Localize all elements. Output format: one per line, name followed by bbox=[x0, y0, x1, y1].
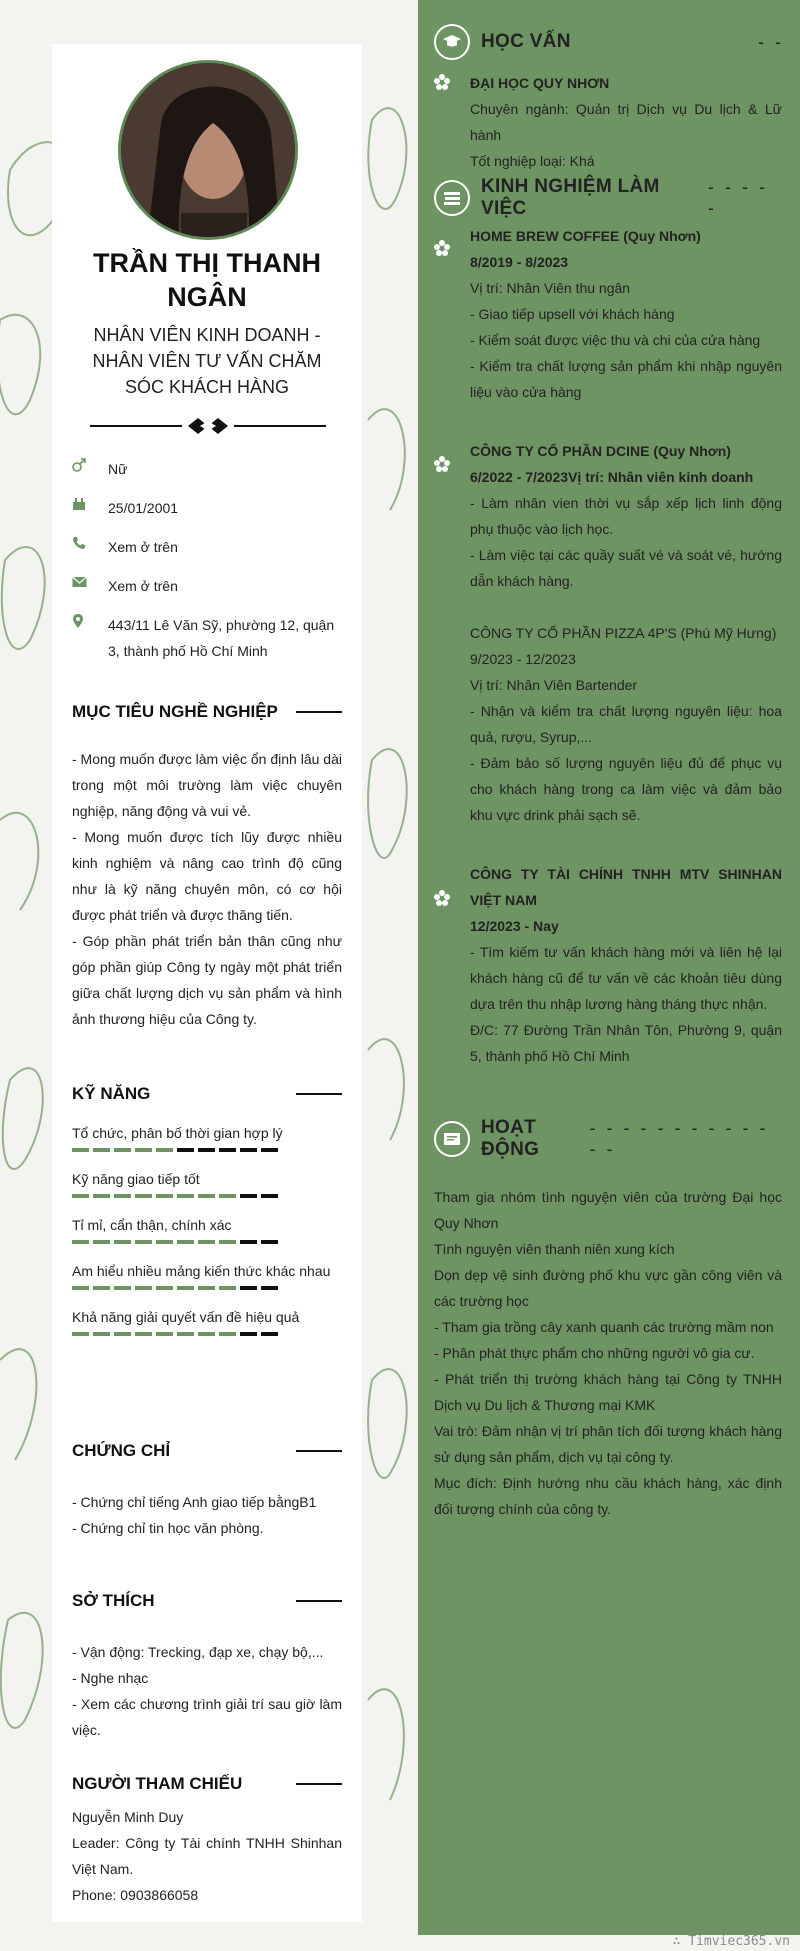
reference-line: Leader: Công ty Tài chính TNHH Shinhan Việt Nam. bbox=[72, 1835, 342, 1877]
skills-heading bbox=[72, 1084, 342, 1104]
skill-item bbox=[72, 1258, 342, 1290]
experience-heading bbox=[434, 176, 784, 220]
job-company: HOME BREW COFFEE (Quy Nhơn) bbox=[470, 228, 701, 244]
skill-level-bar bbox=[72, 1286, 342, 1290]
hobby-line: - Vận động: Trecking, đạp xe, chạy bộ,... bbox=[72, 1644, 324, 1660]
objective-line: - Góp phần phát triển bản thân cũng như góp phần giúp Công ty ngày một phát triển giữa chất lượng dịch vụ sản phẩm và hình ảnh thương hiệu của Công ty. bbox=[72, 933, 342, 1027]
birthday-value: 25/01/2001 bbox=[108, 500, 179, 516]
birthday-row bbox=[72, 495, 342, 521]
skill-segment bbox=[93, 1240, 110, 1244]
skill-segment bbox=[240, 1332, 257, 1336]
skill-segment bbox=[261, 1286, 278, 1290]
skill-segment bbox=[177, 1148, 194, 1152]
education-body bbox=[470, 70, 782, 174]
skill-segment bbox=[219, 1194, 236, 1198]
skill-segment bbox=[198, 1240, 215, 1244]
activity-line: Vai trò: Đảm nhận vị trí phân tích đối tượng khách hàng sử dụng sản phẩm, dịch vụ tại công ty. bbox=[434, 1423, 782, 1465]
skill-segment bbox=[135, 1240, 152, 1244]
skills-list bbox=[72, 1120, 342, 1350]
skill-segment bbox=[198, 1194, 215, 1198]
certificates-heading bbox=[72, 1441, 342, 1461]
skill-segment bbox=[93, 1286, 110, 1290]
skill-segment bbox=[240, 1194, 257, 1198]
certificate-icon bbox=[434, 1121, 470, 1157]
skill-segment bbox=[177, 1286, 194, 1290]
skill-name: Kỹ năng giao tiếp tốt bbox=[72, 1171, 200, 1187]
skill-segment bbox=[219, 1240, 236, 1244]
skill-segment bbox=[135, 1194, 152, 1198]
skill-segment bbox=[114, 1240, 131, 1244]
skill-segment bbox=[114, 1332, 131, 1336]
heading-rule bbox=[296, 1783, 342, 1785]
job-entry bbox=[470, 438, 782, 828]
education-major: Chuyên ngành: Quản trị Dịch vụ Du lịch & Lữ hành bbox=[470, 101, 782, 143]
skill-segment bbox=[135, 1286, 152, 1290]
skill-item bbox=[72, 1120, 342, 1152]
skill-segment bbox=[177, 1240, 194, 1244]
address-row bbox=[72, 612, 342, 664]
hobbies-body bbox=[72, 1639, 342, 1743]
skill-segment bbox=[114, 1194, 131, 1198]
activities-body bbox=[434, 1184, 782, 1522]
watermark: ∴ Timviec365.vn bbox=[672, 1934, 790, 1949]
books-icon bbox=[434, 180, 470, 216]
skill-segment bbox=[156, 1148, 173, 1152]
skill-level-bar bbox=[72, 1194, 342, 1198]
skill-segment bbox=[198, 1148, 215, 1152]
skill-segment bbox=[156, 1194, 173, 1198]
reference-line: Nguyễn Minh Duy bbox=[72, 1809, 184, 1825]
contact-info bbox=[72, 456, 342, 677]
skill-level-bar bbox=[72, 1240, 342, 1244]
candidate-name: TRẦN THỊ THANH NGÂN bbox=[93, 248, 321, 312]
address-value: 443/11 Lê Văn Sỹ, phường 12, quận 3, thành phố Hồ Chí Minh bbox=[108, 617, 335, 659]
job-period: 12/2023 - Nay bbox=[470, 918, 559, 934]
experience-title: KINH NGHIỆM LÀM VIỆC bbox=[481, 176, 660, 219]
avatar bbox=[118, 60, 298, 240]
skill-segment bbox=[219, 1148, 236, 1152]
objective-line: - Mong muốn được tích lũy được nhiều kinh nghiệm và nâng cao trình độ cũng như là kỹ năng chuyên môn, có cơ hội được phát triển và được thăng tiến. bbox=[72, 829, 342, 923]
job-title: NHÂN VIÊN KINH DOANH - NHÂN VIÊN TƯ VẤN CHĂM SÓC KHÁCH HÀNG bbox=[92, 325, 322, 397]
activity-line: - Phát triển thị trường khách hàng tại Công ty TNHH Dịch vụ Du lịch & Thương mại KMK bbox=[434, 1371, 782, 1413]
references-title: NGƯỜI THAM CHIẾU bbox=[72, 1774, 243, 1793]
activity-line: - Tham gia trồng cây xanh quanh các trường mầm non bbox=[434, 1319, 774, 1335]
skill-segment bbox=[240, 1240, 257, 1244]
objective-body bbox=[72, 746, 342, 1032]
gender-icon bbox=[72, 456, 108, 477]
graduation-cap-icon bbox=[434, 24, 470, 60]
references-heading bbox=[72, 1774, 342, 1794]
job-line: - Kiểm soát được việc thu và chi của cửa hàng bbox=[470, 332, 761, 348]
job-line: - Làm việc tại các quầy suất vé và soát vé, hướng dẫn khách hàng. bbox=[470, 547, 782, 589]
job-line: - Tìm kiếm tư vấn khách hàng mới và liên hệ lại khách hàng cũ để tư vấn về các khoản tiêu dùng dựa trên thu nhập lương hàng tháng thực nhận. bbox=[470, 944, 782, 1012]
skill-segment bbox=[72, 1286, 89, 1290]
skill-segment bbox=[261, 1240, 278, 1244]
skill-segment bbox=[198, 1286, 215, 1290]
skills-title: KỸ NĂNG bbox=[72, 1084, 151, 1103]
job-period: 6/2022 - 7/2023Vị trí: Nhân viên kinh doanh bbox=[470, 469, 754, 485]
skill-segment bbox=[219, 1286, 236, 1290]
skill-segment bbox=[261, 1148, 278, 1152]
activity-line: Tham gia nhóm tình nguyện viên của trường Đại học Quy Nhơn bbox=[434, 1189, 782, 1231]
skill-segment bbox=[198, 1332, 215, 1336]
job-line: - Giao tiếp upsell với khách hàng bbox=[470, 306, 675, 322]
certificates-body bbox=[72, 1489, 342, 1541]
flower-icon bbox=[434, 240, 450, 261]
school-name: ĐẠI HỌC QUY NHƠN bbox=[470, 75, 610, 91]
heading-dash: - - bbox=[758, 31, 784, 52]
skill-segment bbox=[156, 1286, 173, 1290]
heading-dash: - - - - - - - - - - - - - bbox=[589, 1118, 769, 1159]
activities-title: HOẠT ĐỘNG bbox=[481, 1117, 540, 1160]
divider-ornament bbox=[90, 414, 326, 438]
job-line: - Làm nhân vien thời vụ sắp xếp lịch linh động phụ thuộc vào lịch học. bbox=[470, 495, 782, 537]
skill-segment bbox=[240, 1286, 257, 1290]
calendar-icon bbox=[72, 495, 108, 516]
certificates-title: CHỨNG CHỈ bbox=[72, 1441, 171, 1460]
skill-item bbox=[72, 1212, 342, 1244]
job-line: Vị trí: Nhân Viên Bartender bbox=[470, 677, 638, 693]
email-value: Xem ở trên bbox=[108, 578, 178, 594]
gender-row bbox=[72, 456, 342, 482]
flower-icon bbox=[434, 890, 450, 911]
certificate-line: - Chứng chỉ tin học văn phòng. bbox=[72, 1520, 264, 1536]
objective-heading bbox=[72, 702, 342, 722]
email-row bbox=[72, 573, 342, 599]
job-period: 9/2023 - 12/2023 bbox=[470, 651, 576, 667]
skill-segment bbox=[72, 1240, 89, 1244]
skill-segment bbox=[114, 1286, 131, 1290]
heading-rule bbox=[296, 1450, 342, 1452]
location-icon bbox=[72, 612, 108, 633]
job-line: - Nhận và kiểm tra chất lượng nguyên liệu: hoa quả, rượu, Syrup,... bbox=[470, 703, 782, 745]
gender-value: Nữ bbox=[108, 461, 128, 477]
skill-name: Tỉ mỉ, cẩn thận, chính xác bbox=[72, 1217, 232, 1233]
job-line: - Đảm bảo số lượng nguyên liệu đủ để phục vụ cho khách hàng trong ca làm việc và đảm bảo khu vực drink phải sạch sẽ. bbox=[470, 755, 782, 823]
hobbies-heading bbox=[72, 1591, 342, 1611]
activities-heading bbox=[434, 1117, 784, 1161]
skill-item bbox=[72, 1166, 342, 1198]
phone-value: Xem ở trên bbox=[108, 539, 178, 555]
hobbies-title: SỞ THÍCH bbox=[72, 1591, 155, 1610]
skill-segment bbox=[156, 1240, 173, 1244]
heading-rule bbox=[296, 1093, 342, 1095]
email-icon bbox=[72, 573, 108, 593]
skill-segment bbox=[72, 1148, 89, 1152]
phone-icon bbox=[72, 534, 108, 555]
job-company: CÔNG TY CỔ PHẦN PIZZA 4P'S (Phú Mỹ Hưng) bbox=[470, 625, 777, 641]
skill-segment bbox=[261, 1332, 278, 1336]
activity-line: - Phân phát thực phẩm cho những người vô gia cư. bbox=[434, 1345, 755, 1361]
job-line: Vị trí: Nhân Viên thu ngân bbox=[470, 280, 631, 296]
heading-rule bbox=[296, 711, 342, 713]
job-company: CÔNG TY CỔ PHẦN DCINE (Quy Nhơn) bbox=[470, 443, 731, 459]
skill-item bbox=[72, 1304, 342, 1336]
skill-segment bbox=[72, 1332, 89, 1336]
reference-line: Phone: 0903866058 bbox=[72, 1887, 199, 1903]
skill-name: Tổ chức, phân bố thời gian hợp lý bbox=[72, 1125, 283, 1141]
certificate-line: - Chứng chỉ tiếng Anh giao tiếp bằngB1 bbox=[72, 1494, 317, 1510]
job-period: 8/2019 - 8/2023 bbox=[470, 254, 569, 270]
skill-segment bbox=[114, 1148, 131, 1152]
skill-segment bbox=[135, 1148, 152, 1152]
hobby-line: - Xem các chương trình giải trí sau giờ làm việc. bbox=[72, 1696, 342, 1738]
skill-segment bbox=[93, 1194, 110, 1198]
flower-icon bbox=[434, 456, 450, 477]
education-grade: Tốt nghiệp loại: Khá bbox=[470, 153, 595, 169]
skill-segment bbox=[72, 1194, 89, 1198]
objective-line: - Mong muốn được làm việc ổn định lâu dài trong một môi trường làm việc chuyên nghiệp, năng động và vui vẻ. bbox=[72, 751, 342, 819]
skill-segment bbox=[261, 1194, 278, 1198]
heading-rule bbox=[296, 1600, 342, 1602]
skill-segment bbox=[177, 1332, 194, 1336]
activity-line: Mục đích: Định hướng nhu cầu khách hàng, xác định đối tượng chính của công ty. bbox=[434, 1475, 782, 1517]
objective-title: MỤC TIÊU NGHỀ NGHIỆP bbox=[72, 702, 278, 721]
heading-dash: - - - - - bbox=[707, 177, 768, 218]
skill-name: Khả năng giải quyết vấn đề hiệu quả bbox=[72, 1309, 300, 1325]
activity-line: Dọn dẹp vệ sinh đường phố khu vực gần công viên và các trường học bbox=[434, 1267, 782, 1309]
skill-segment bbox=[177, 1194, 194, 1198]
skill-segment bbox=[93, 1332, 110, 1336]
skill-level-bar bbox=[72, 1148, 342, 1152]
hobby-line: - Nghe nhạc bbox=[72, 1670, 149, 1686]
education-title: HỌC VẤN bbox=[481, 31, 571, 52]
job-entry bbox=[470, 223, 782, 405]
skill-segment bbox=[135, 1332, 152, 1336]
skill-segment bbox=[240, 1148, 257, 1152]
job-entry bbox=[470, 861, 782, 1069]
flower-icon bbox=[434, 74, 450, 95]
skill-segment bbox=[93, 1148, 110, 1152]
spacer bbox=[470, 594, 782, 620]
references-body bbox=[72, 1804, 342, 1908]
education-heading bbox=[434, 24, 784, 60]
skill-segment bbox=[156, 1332, 173, 1336]
activity-line: Tình nguyện viên thanh niên xung kích bbox=[434, 1241, 675, 1257]
skill-name: Am hiểu nhiều mảng kiến thức khác nhau bbox=[72, 1263, 331, 1279]
job-line: Đ/C: 77 Đường Trần Nhân Tôn, Phường 9, quận 5, thành phố Hồ Chí Minh bbox=[470, 1022, 782, 1064]
job-line: - Kiểm tra chất lượng sản phẩm khi nhập nguyên liệu vào cửa hàng bbox=[470, 358, 782, 400]
job-company: CÔNG TY TÀI CHÍNH TNHH MTV SHINHAN VIỆT NAM bbox=[470, 866, 782, 908]
skill-level-bar bbox=[72, 1332, 342, 1336]
skill-segment bbox=[219, 1332, 236, 1336]
phone-row bbox=[72, 534, 342, 560]
